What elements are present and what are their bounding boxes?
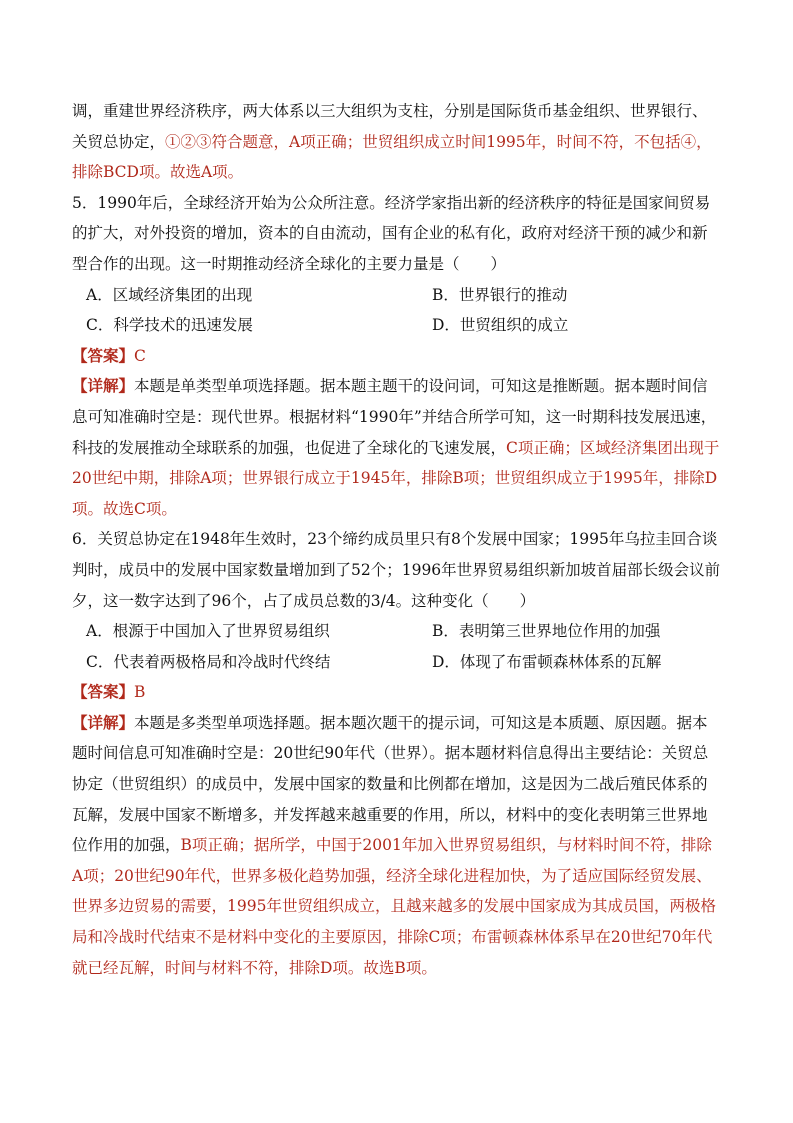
previous-explanation-conclusion: ①②③符合题意，A项正确；世贸组织成立时间1995年，时间不符，不包括④，排除BCD项。故选A项。 [72, 132, 712, 182]
answer-value: C [134, 346, 146, 365]
option-b: B．表明第三世界地位作用的加强 [432, 622, 661, 641]
option-d: D．体现了布雷顿森林体系的瓦解 [432, 652, 662, 671]
question-stem: 5．1990年后，全球经济开始为公众所注意。经济学家指出新的经济秩序的特征是国家间贸易的扩大，对外投资的增加，资本的自由流动，国有企业的私有化，政府对经济干预的减少和新型合作的出现。这一时期推动经济全球化的主要力量是（ ） [72, 193, 711, 273]
explanation-conclusion: B项正确；据所学，中国于2001年加入世界贸易组织，与材料时间不符，排除A项；20世纪90年代，世界多极化趋势加强，经济全球化进程加快，为了适应国际经贸发展、世界多边贸易的需要，1995年世贸组织成立，且越来越多的发展中国家成为其成员国，两极格局和冷战时代结束不是材料中变化的主要原因，排除C项；布雷顿森林体系早在20世纪70年代就已经瓦解，时间与材料不符，排除D项。故选B项。 [72, 836, 716, 977]
question-stem: 6．关贸总协定在1948年生效时，23个缔约成员里只有8个发展中国家；1995年乌拉圭回合谈判时，成员中的发展中国家数量增加到了52个；1996年世界贸易组织新加坡首届部长级会议前夕，这一数字达到了96个，占了成员总数的3/4。这种变化（ ） [72, 530, 721, 610]
question-6 [72, 524, 722, 983]
answer-value: B [134, 683, 146, 702]
explanation-tag: 【详解】 [72, 712, 135, 732]
explanation [72, 708, 722, 983]
options-list [72, 616, 722, 677]
document-page [72, 96, 722, 983]
answer-tag: 【答案】 [72, 345, 135, 365]
explanation-tag: 【详解】 [72, 376, 135, 396]
option-b: B．世界银行的推动 [432, 285, 568, 304]
answer-tag: 【答案】 [72, 682, 135, 702]
question-5 [72, 188, 722, 525]
option-a: A．区域经济集团的出现 [86, 285, 253, 304]
previous-explanation [72, 96, 722, 188]
option-c: C．科学技术的迅速发展 [86, 316, 253, 335]
answer-line [72, 341, 722, 372]
option-d: D．世贸组织的成立 [432, 316, 569, 335]
explanation-text: 本题是单类型单项选择题。据本题主题干的设问词，可知这是推断题。据本题时间信息可知准确时空是：现代世界。根据材料“1990年”并结合所学可知，这一时期科技发展迅速，科技的发展推动全球联系的加强，也促进了全球化的飞速发展， [72, 377, 717, 457]
explanation-text: 本题是多类型单项选择题。据本题次题干的提示词，可知这是本质题、原因题。据本题时间信息可知准确时空是：20世纪90年代（世界）。据本题材料信息得出主要结论：关贸总协定（世贸组织）的成员中，发展中国家的数量和比例都在增加，这是因为二战后殖民体系的瓦解，发展中国家不断增多，并发挥越来越重要的作用，所以，材料中的变化表明第三世界地位作用的加强， [72, 713, 709, 855]
options-list [72, 280, 722, 341]
option-a: A．根源于中国加入了世界贸易组织 [86, 622, 330, 641]
answer-line [72, 677, 722, 708]
explanation-conclusion: C项正确；区域经济集团出现于20世纪中期，排除A项；世界银行成立于1945年，排除B项；世贸组织成立于1995年，排除D项。故选C项。 [72, 438, 720, 518]
explanation [72, 371, 722, 524]
option-c: C．代表着两极格局和冷战时代终结 [86, 652, 331, 671]
previous-explanation-text: 调，重建世界经济秩序，两大体系以三大组织为支柱，分别是国际货币基金组织、世界银行、关贸总协定， [72, 102, 708, 151]
